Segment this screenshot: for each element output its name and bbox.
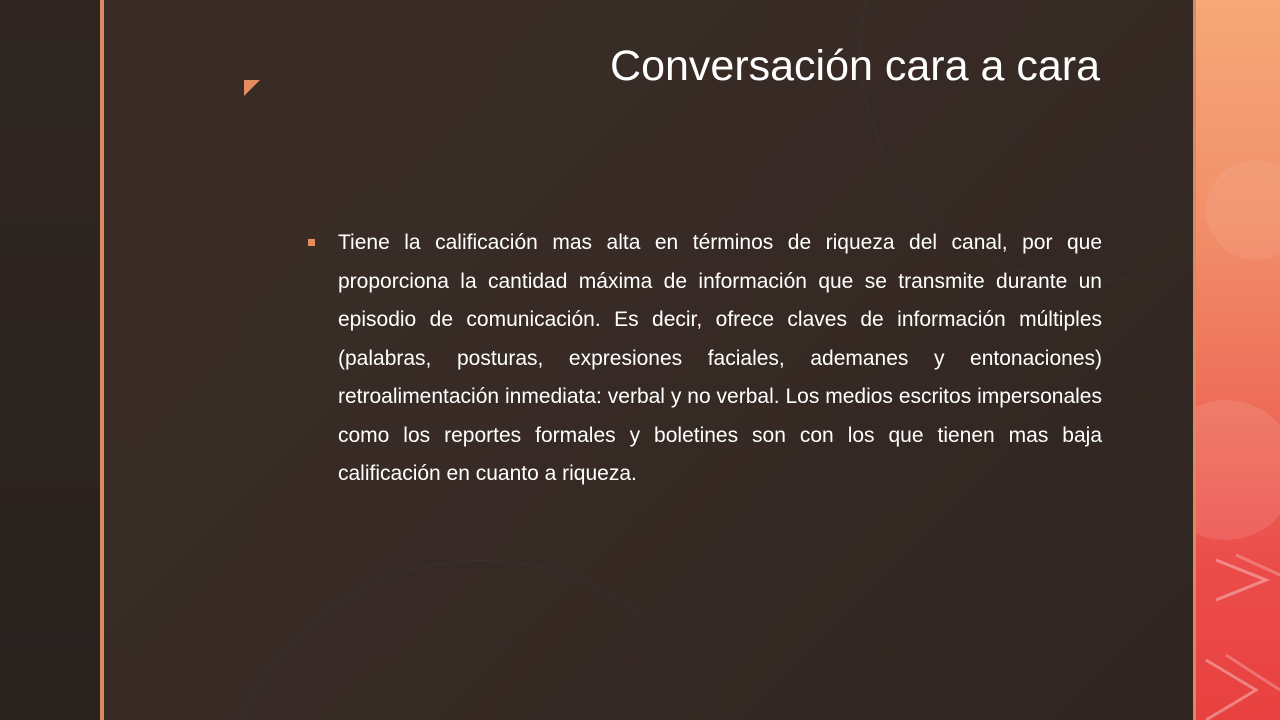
corner-triangle-icon: [244, 80, 260, 96]
left-decorative-band: [0, 0, 100, 720]
decorative-waves: [1196, 0, 1280, 720]
bullet-marker: [302, 224, 338, 264]
right-decorative-band: [1196, 0, 1280, 720]
background-ring: [220, 560, 742, 720]
left-accent-rule: [100, 0, 104, 720]
bullet-text: Tiene la calificación mas alta en términos de riqueza del canal, por que proporciona la cantidad máxima de información que se transmite durante un episodio de comunicación. Es decir, ofrece claves de información múltiples (palabras, posturas, expresiones faciales, ademanes y entonaciones) retroalimentación inmediata: verbal y no verbal. Los medios escritos impersonales como los reportes formales y boletines son con los que tienen mas baja calificación en cuanto a riqueza.: [338, 231, 1102, 485]
bullet-list: [302, 224, 1102, 494]
slide-title: Conversación cara a cara: [610, 42, 1100, 90]
square-bullet-icon: [308, 239, 315, 246]
